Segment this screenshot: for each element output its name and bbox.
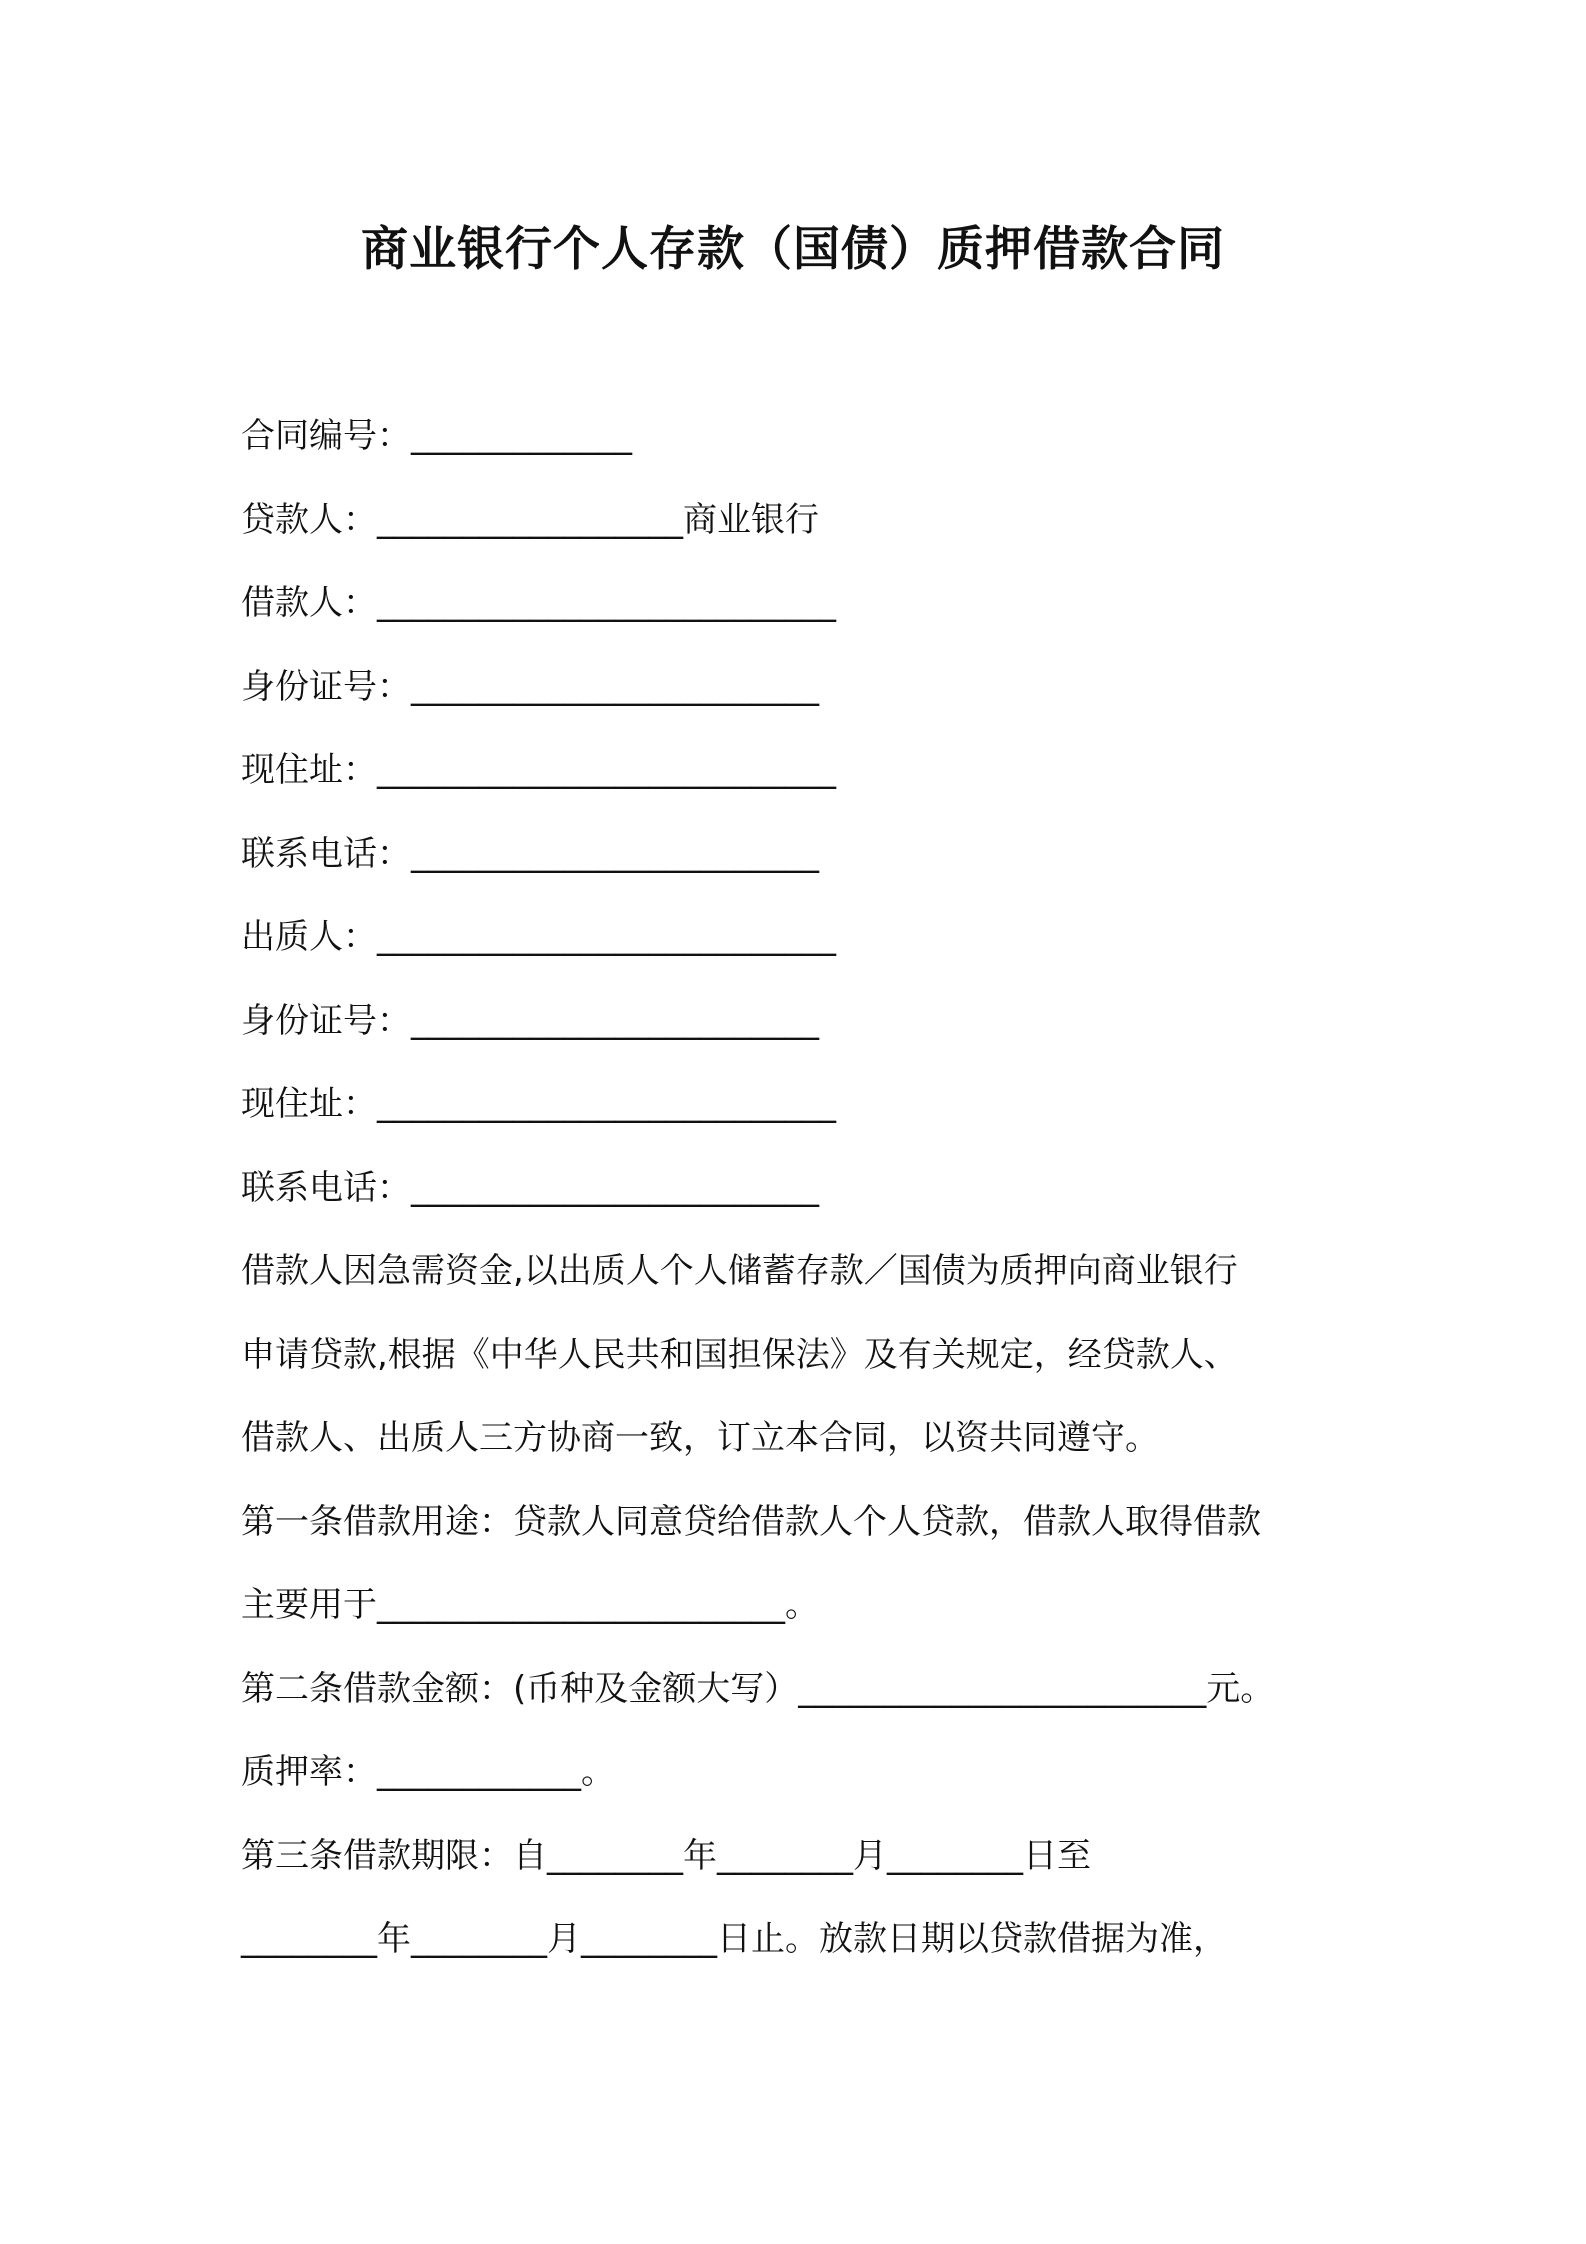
preamble-line: 借款人、出质人三方协商一致，订立本合同，以资共同遵守。	[241, 1418, 1159, 1458]
borrower-field: 借款人：___________________________	[241, 583, 836, 623]
pledgor-field: 出质人：___________________________	[241, 917, 836, 957]
pledgor-phone-field: 联系电话：________________________	[241, 1167, 819, 1208]
borrower-address-field: 现住址：___________________________	[241, 750, 836, 790]
preamble-line: 申请贷款,根据《中华人民共和国担保法》及有关规定，经贷款人、	[241, 1334, 1238, 1375]
borrower-id-number-field: 身份证号：________________________	[241, 666, 819, 707]
lender-field: 贷款人：__________________商业银行	[241, 499, 819, 540]
contract-number-field: 合同编号：_____________	[241, 416, 632, 456]
article-3-loan-term: 第三条借款期限：自________年________月________日至	[241, 1835, 1091, 1876]
article-2-loan-amount: 第二条借款金额：(币种及金额大写）________________________元。	[241, 1668, 1275, 1709]
pledgor-id-number-field: 身份证号：________________________	[241, 1000, 819, 1041]
pledge-rate-field: 质押率：____________。	[241, 1752, 615, 1792]
document-title: 商业银行个人存款（国债）质押借款合同	[361, 222, 1225, 277]
article-1-loan-purpose-continued: 主要用于________________________。	[241, 1585, 819, 1625]
contract-body	[241, 408, 1401, 1995]
pledgor-address-field: 现住址：___________________________	[241, 1084, 836, 1124]
preamble-line: 借款人因急需资金,以出质人个人储蓄存款／国债为质押向商业银行	[241, 1251, 1238, 1291]
article-1-loan-purpose: 第一条借款用途：贷款人同意贷给借款人个人贷款，借款人取得借款	[241, 1501, 1261, 1542]
article-3-loan-term-continued: ________年________月________日止。放款日期以贷款借据为准，	[241, 1919, 1227, 1959]
borrower-phone-field: 联系电话：________________________	[241, 833, 819, 874]
